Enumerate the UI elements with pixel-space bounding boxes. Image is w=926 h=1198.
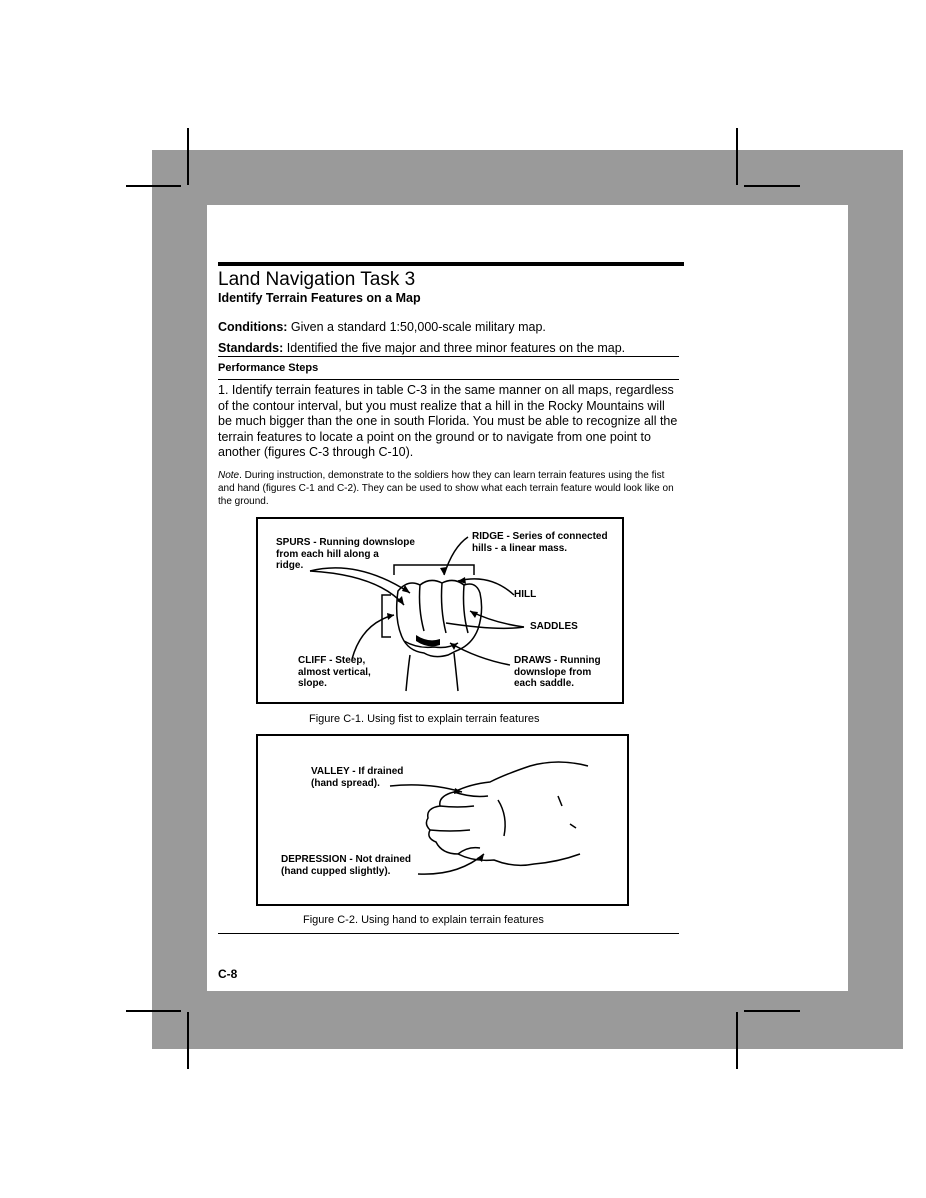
- crop-mark-bottom-right-horizontal: [744, 1010, 800, 1012]
- figure-c2-hand: [256, 734, 629, 906]
- draws-label-line: DRAWS - Running: [514, 655, 601, 666]
- valley-label-line: VALLEY - If drained: [311, 766, 404, 777]
- document-page: [207, 205, 848, 991]
- cliff-label-line: almost vertical,: [298, 666, 371, 678]
- cliff-label-line: CLIFF - Steep,: [298, 655, 366, 666]
- page-subtitle: Identify Terrain Features on a Map: [218, 291, 421, 305]
- crop-mark-top-right-horizontal: [744, 185, 800, 187]
- spurs-label-line: SPURS - Running downslope: [276, 537, 415, 548]
- spurs-label-line: from each hill along a: [276, 548, 379, 560]
- hill-label: HILL: [514, 589, 537, 600]
- standards-text: Identified the five major and three minor features on the map.: [283, 341, 626, 355]
- saddles-label: SADDLES: [530, 621, 578, 632]
- ridge-label-line: RIDGE - Series of connected: [472, 531, 608, 542]
- conditions-line: [218, 320, 546, 334]
- figure-c1-fist: [256, 517, 624, 704]
- crop-mark-bottom-right-vertical: [736, 1012, 738, 1069]
- depression-label: [281, 854, 411, 877]
- performance-steps-heading: Performance Steps: [218, 362, 319, 374]
- hand-illustration: [258, 736, 627, 904]
- depression-label-line: (hand cupped slightly).: [281, 865, 391, 877]
- cliff-label: [298, 655, 371, 690]
- crop-mark-bottom-left-horizontal: [126, 1010, 181, 1012]
- note-text: . During instruction, demonstrate to the soldiers how they can learn terrain features using the fist and hand (figures C-1 and C-2). They can be used to show what each terrain feature would look like on the ground.: [218, 470, 674, 507]
- ridge-label: [472, 531, 608, 554]
- ridge-label-line: hills - a linear mass.: [472, 542, 568, 554]
- crop-mark-top-left-horizontal: [126, 185, 181, 187]
- footer-rule: [218, 933, 679, 934]
- standards-line: [218, 341, 625, 355]
- step-1-text: 1. Identify terrain features in table C-3 in the same manner on all maps, regardless of the contour interval, but you must realize that a hill in the Rocky Mountains will be much bigger than the one in south Florida. You must be able to recognize all the terrain features to locate a point on the ground or to navigate from one point to another (figures C-3 through C-10).: [218, 383, 678, 459]
- cliff-label-line: slope.: [298, 678, 327, 689]
- figure-c1-caption: Figure C-1. Using fist to explain terrain features: [309, 713, 540, 725]
- note-paragraph: [218, 469, 680, 508]
- page-title: Land Navigation Task 3: [218, 269, 416, 290]
- conditions-text: Given a standard 1:50,000-scale military map.: [287, 320, 546, 334]
- page-number: C-8: [218, 967, 238, 981]
- conditions-label: Conditions:: [218, 320, 288, 334]
- performance-steps-rule: [218, 379, 679, 380]
- figure-c2-caption: Figure C-2. Using hand to explain terrain features: [303, 914, 544, 926]
- crop-mark-bottom-left-vertical: [187, 1012, 189, 1069]
- standards-label: Standards:: [218, 341, 284, 355]
- draws-label-line: each saddle.: [514, 678, 575, 689]
- crop-mark-top-right-vertical: [736, 128, 738, 185]
- title-top-rule: [218, 262, 684, 266]
- depression-label-line: DEPRESSION - Not drained: [281, 854, 412, 865]
- standards-rule: [218, 356, 679, 357]
- spurs-label-line: ridge.: [276, 560, 304, 571]
- crop-mark-top-left-vertical: [187, 128, 189, 185]
- spurs-label: [276, 537, 415, 572]
- draws-label: [514, 655, 601, 690]
- valley-label: [311, 766, 403, 789]
- draws-label-line: downslope from: [514, 666, 592, 678]
- valley-label-line: (hand spread).: [311, 777, 380, 789]
- note-label: Note: [218, 470, 240, 481]
